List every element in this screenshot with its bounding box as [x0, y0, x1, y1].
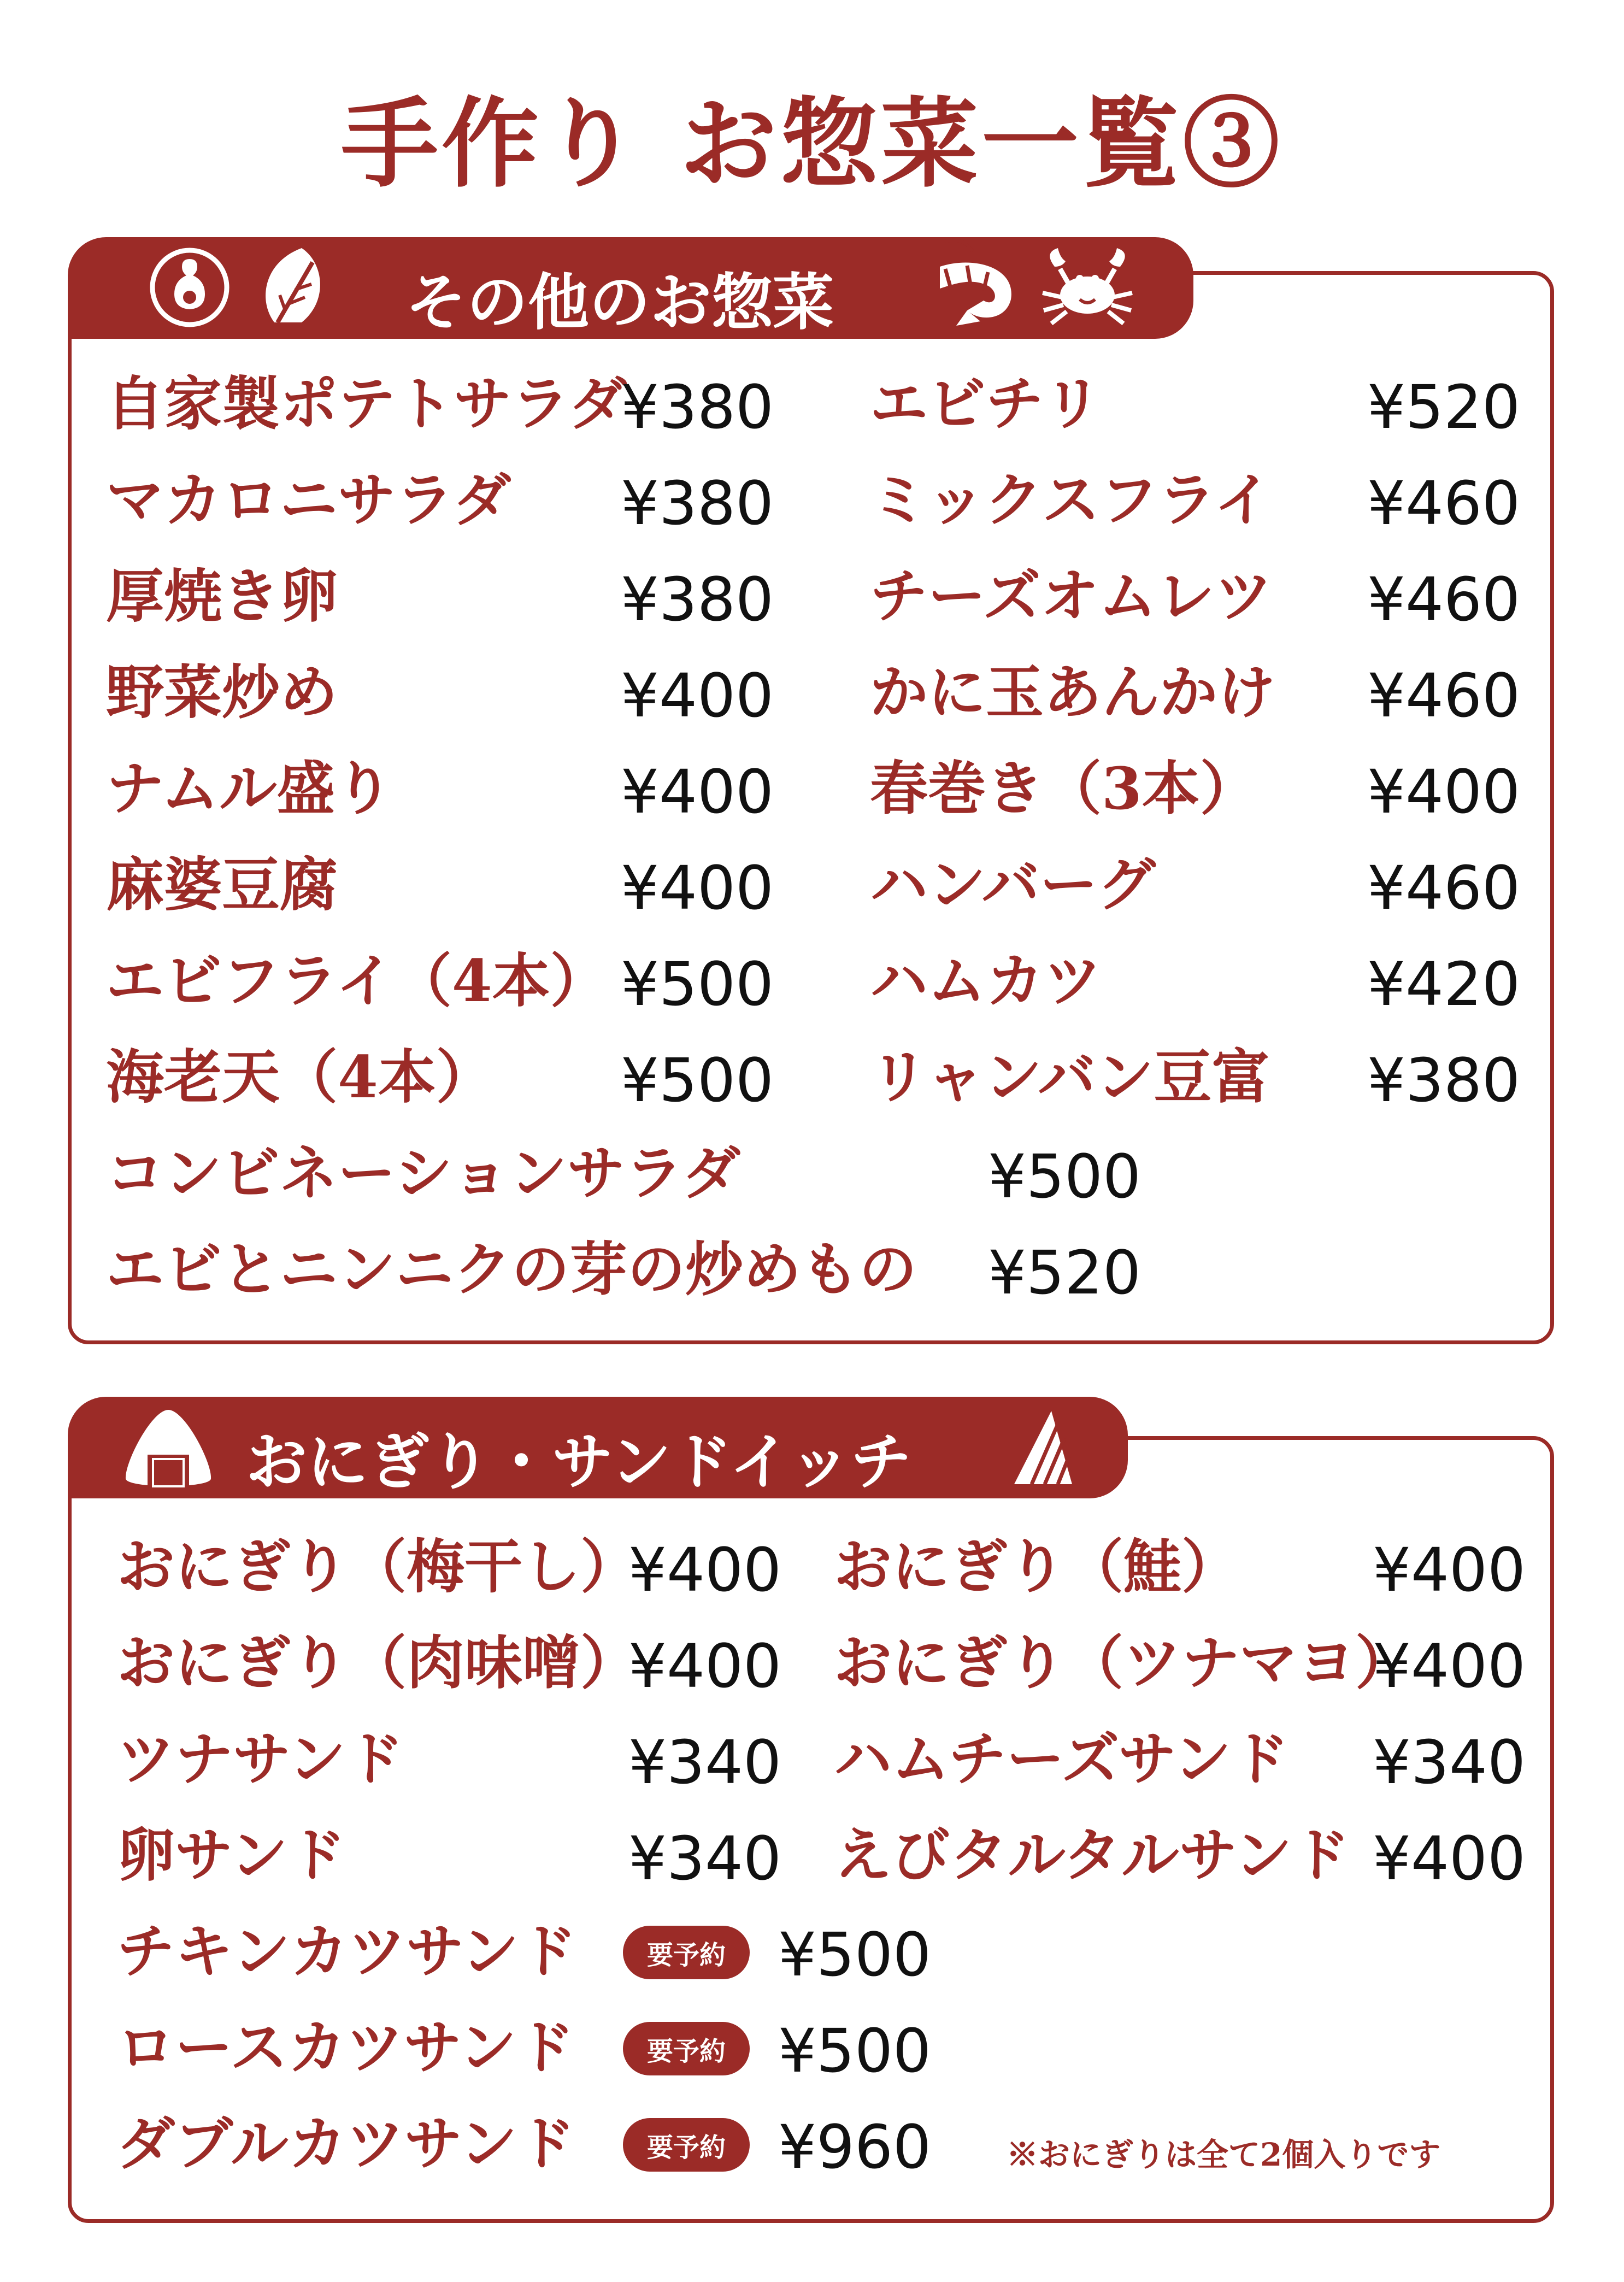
- menu-item-name: エビチリ: [870, 369, 1102, 438]
- menu-item-price: ¥500: [778, 1920, 931, 1990]
- menu-item-name: 自家製ポテトサラダ: [106, 369, 627, 438]
- menu-item-name: ハムチーズサンド: [834, 1725, 1290, 1793]
- menu-item-price: ¥500: [621, 949, 774, 1019]
- menu-item-name: おにぎり（肉味噌）: [117, 1628, 638, 1697]
- menu-item-price: ¥400: [1373, 1631, 1526, 1701]
- shrimp-icon: [923, 234, 1027, 332]
- menu-item-name: おにぎり（梅干し）: [117, 1532, 638, 1601]
- menu-item-price: ¥400: [628, 1535, 781, 1605]
- menu-item-price: ¥500: [778, 2016, 931, 2086]
- menu-item-price: ¥960: [778, 2112, 931, 2182]
- onigiri-section-tab: [68, 1397, 1128, 1498]
- menu-item-name: ハンバーグ: [870, 850, 1156, 919]
- menu-item-name: チキンカツサンド: [117, 1917, 577, 1985]
- menu-item-price: ¥380: [621, 564, 774, 634]
- menu-item-price: ¥400: [1373, 1824, 1526, 1893]
- menu-item-price: ¥460: [1367, 564, 1520, 634]
- reservation-required-badge: 要予約: [623, 1926, 750, 1979]
- menu-item-name: ミックスフライ: [870, 466, 1272, 534]
- menu-item-price: ¥340: [628, 1727, 781, 1797]
- menu-item-name: ツナサンド: [117, 1725, 404, 1793]
- menu-item-name: リャンバン豆富: [870, 1043, 1270, 1111]
- menu-item-name: 海老天（4本）: [106, 1043, 494, 1111]
- menu-item-name: 厚焼き卵: [106, 562, 338, 630]
- menu-item-name: えびタルタルサンド: [834, 1821, 1350, 1889]
- menu-item-price: ¥400: [1373, 1535, 1526, 1605]
- menu-item-price: ¥400: [1367, 757, 1520, 827]
- menu-item-price: ¥380: [621, 468, 774, 538]
- menu-item-name: ナムル盛り: [106, 754, 393, 822]
- menu-item-name: ロースカツサンド: [117, 2013, 575, 2081]
- menu-item-price: ¥500: [988, 1142, 1141, 1211]
- menu-item-price: ¥380: [621, 372, 774, 442]
- menu-item-name: おにぎり（ツナマヨ）: [834, 1628, 1413, 1697]
- reservation-required-badge: 要予約: [623, 2022, 750, 2075]
- menu-item-price: ¥400: [621, 757, 774, 827]
- menu-item-name: ハムカツ: [870, 946, 1102, 1015]
- menu-item-price: ¥500: [621, 1045, 774, 1115]
- menu-item-name: エビフライ（4本）: [106, 946, 608, 1015]
- menu-item-name: 卵サンド: [117, 1821, 346, 1889]
- menu-item-price: ¥420: [1367, 949, 1520, 1019]
- menu-item-name: チーズオムレツ: [870, 562, 1273, 630]
- sozai-section-heading: その他のお惣菜: [405, 267, 834, 338]
- menu-item-price: ¥400: [628, 1631, 781, 1701]
- menu-item-name: 麻婆豆腐: [106, 850, 338, 919]
- onigiri-note: ※おにぎりは全て2個入りです: [1007, 2136, 1441, 2173]
- reservation-required-badge: 要予約: [623, 2118, 750, 2172]
- menu-item-name: かに玉あんかけ: [870, 658, 1275, 726]
- onigiri-icon: [114, 1402, 223, 1495]
- menu-item-price: ¥400: [621, 853, 774, 923]
- crab-icon: [1038, 245, 1137, 327]
- menu-item-name: 春巻き（3本）: [870, 754, 1258, 822]
- menu-item-price: ¥340: [628, 1824, 781, 1893]
- onigiri-section-heading: おにぎり・サンドイッチ: [246, 1426, 912, 1498]
- menu-item-name: マカロニサラダ: [106, 466, 511, 534]
- menu-item-name: 野菜炒め: [106, 658, 338, 726]
- menu-item-price: ¥460: [1367, 853, 1520, 923]
- menu-item-price: ¥520: [1367, 372, 1520, 442]
- menu-item-name: おにぎり（鮭）: [834, 1532, 1239, 1601]
- menu-item-price: ¥400: [621, 661, 774, 731]
- menu-item-name: ダブルカツサンド: [117, 2109, 575, 2178]
- leaf-vegetable-icon: [252, 240, 334, 332]
- menu-item-price: ¥520: [988, 1238, 1141, 1308]
- menu-item-price: ¥340: [1373, 1727, 1526, 1797]
- gourd-icon: [143, 244, 236, 331]
- menu-item-price: ¥460: [1367, 661, 1520, 731]
- sandwich-icon: [1003, 1402, 1085, 1495]
- menu-item-price: ¥380: [1367, 1045, 1520, 1115]
- page-title: 手作り お惣菜一覧③: [341, 86, 1283, 201]
- menu-item-price: ¥460: [1367, 468, 1520, 538]
- menu-item-name: エビとニンニクの芽の炒めもの: [106, 1235, 917, 1303]
- menu-item-name: コンビネーションサラダ: [106, 1139, 740, 1207]
